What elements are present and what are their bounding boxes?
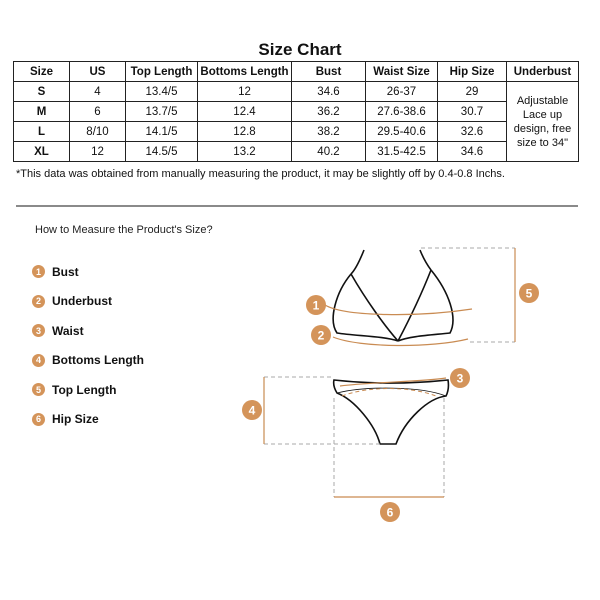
table-cell: 38.2 [292,122,366,142]
legend-label: Waist [52,323,84,338]
column-header: US [70,62,126,82]
number-badge-icon: 2 [32,295,45,308]
column-header: Bottoms Length [198,62,292,82]
table-cell: S [14,82,70,102]
number-badge-icon: 3 [32,324,45,337]
badge-number: 5 [525,286,533,301]
table-cell: 32.6 [438,122,507,142]
badge-number: 2 [317,328,325,343]
badge-hip-size-icon [380,502,400,522]
badge-underbust-icon [311,325,331,345]
legend-label: Underbust [52,294,112,309]
table-cell: 12.8 [198,122,292,142]
table-cell: 12 [70,142,126,162]
table-cell: 13.2 [198,142,292,162]
badge-bust-icon [306,295,326,315]
page-title: Size Chart [258,40,342,59]
table-cell: 14.5/5 [126,142,198,162]
measurement-footnote: *This data was obtained from manually measuring the product, it may be slightly off by 0.4-0.8 Inchs. [16,168,505,180]
underbust-note: Adjustable Lace up design, free size to 34" [507,82,579,162]
table-cell: 14.1/5 [126,122,198,142]
table-cell: 40.2 [292,142,366,162]
underbust-measure-line [333,337,468,346]
table-cell: 34.6 [292,82,366,102]
bust-measure-line [325,305,472,315]
number-badge-icon: 1 [32,265,45,278]
number-badge-icon: 5 [32,383,45,396]
table-cell: XL [14,142,70,162]
column-header: Underbust [507,62,579,82]
bikini-bottom-illustration [334,380,449,444]
table-cell: L [14,122,70,142]
table-cell: 26-37 [366,82,438,102]
legend-label: Bust [52,264,79,279]
how-to-heading: How to Measure the Product's Size? [35,224,213,236]
legend-label: Hip Size [52,412,99,427]
badge-number: 4 [248,403,256,418]
number-badge-icon: 6 [32,413,45,426]
table-cell: 31.5-42.5 [366,142,438,162]
column-header: Waist Size [366,62,438,82]
badge-number: 3 [456,371,464,386]
legend-label: Bottoms Length [52,353,144,368]
table-cell: 13.7/5 [126,102,198,122]
table-cell: 8/10 [70,122,126,142]
column-header: Bust [292,62,366,82]
table-cell: 4 [70,82,126,102]
table-cell: M [14,102,70,122]
badge-number: 6 [386,505,394,520]
badge-number: 1 [312,298,320,313]
table-cell: 34.6 [438,142,507,162]
number-badge-icon: 4 [32,354,45,367]
table-cell: 12.4 [198,102,292,122]
legend-label: Top Length [52,382,117,397]
badge-waist-icon [450,368,470,388]
column-header: Size [14,62,70,82]
column-header: Hip Size [438,62,507,82]
table-cell: 36.2 [292,102,366,122]
badge-bottoms-length-icon [242,400,262,420]
table-cell: 30.7 [438,102,507,122]
column-header: Top Length [126,62,198,82]
table-cell: 29 [438,82,507,102]
table-cell: 29.5-40.6 [366,122,438,142]
table-cell: 6 [70,102,126,122]
table-cell: 13.4/5 [126,82,198,102]
table-cell: 27.6-38.6 [366,102,438,122]
bikini-top-illustration [333,250,453,341]
badge-top-length-icon [519,283,539,303]
table-cell: 12 [198,82,292,102]
